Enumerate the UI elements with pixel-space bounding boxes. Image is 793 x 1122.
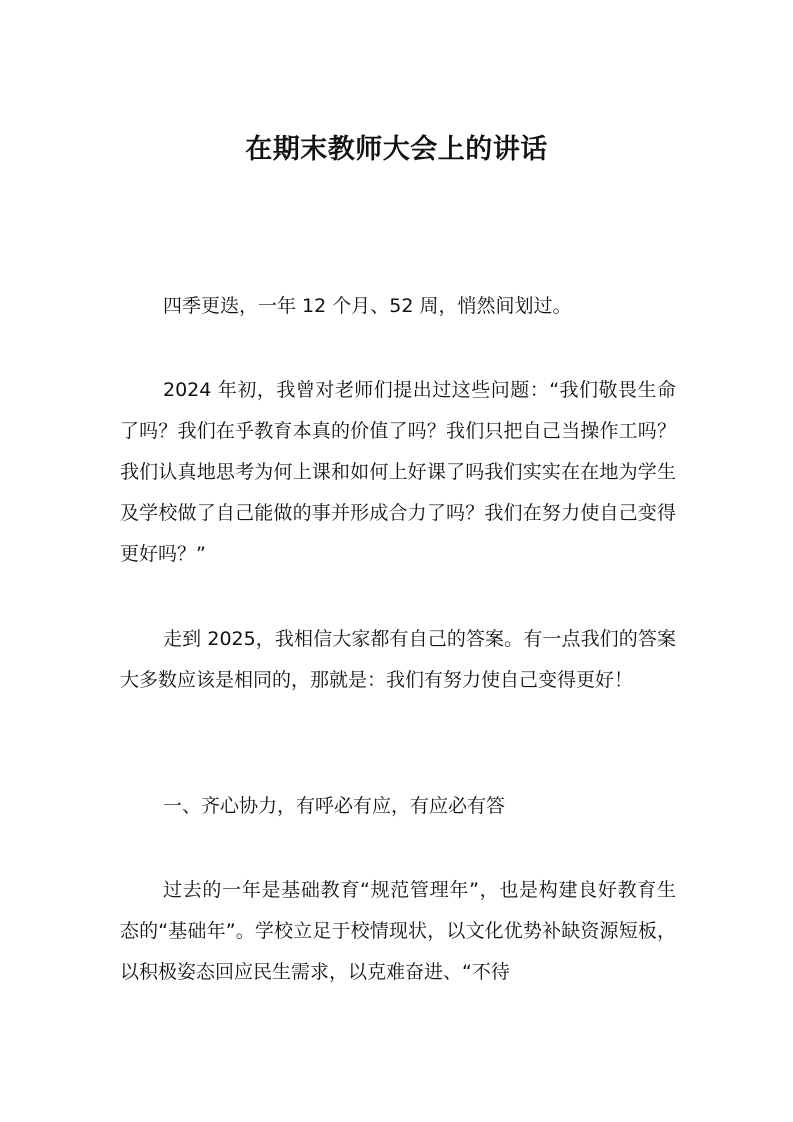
paragraph-intro: 四季更迭，一年 12 个月、52 周，悄然间划过。 — [163, 295, 572, 317]
section-heading-1: 一、齐心协力，有呼必有应，有应必有答 — [163, 795, 506, 817]
paragraph-questions: 2024 年初，我曾对老师们提出过这些问题：“我们敬畏生命了吗？我们在乎教育本真的价值了吗？我们只把自己当操作工吗？我们认真地思考为何上课和如何上好课了吗我们实实在在地为学生及学校做了自己能做的事并形成合力了吗？我们在努力使自己变得更好吗？” — [120, 379, 676, 565]
paragraph-answer: 走到 2025，我相信大家都有自己的答案。有一点我们的答案大多数应该是相同的，那就是：我们有努力使自己变得更好！ — [120, 628, 676, 691]
paragraph-past-year: 过去的一年是基础教育“规范管理年”，也是构建良好教育生态的“基础年”。学校立足于校情现状，以文化优势补缺资源短板，以积极姿态回应民生需求，以克难奋进、“不待 — [120, 879, 676, 983]
page-title: 在期末教师大会上的讲话 — [245, 134, 548, 165]
